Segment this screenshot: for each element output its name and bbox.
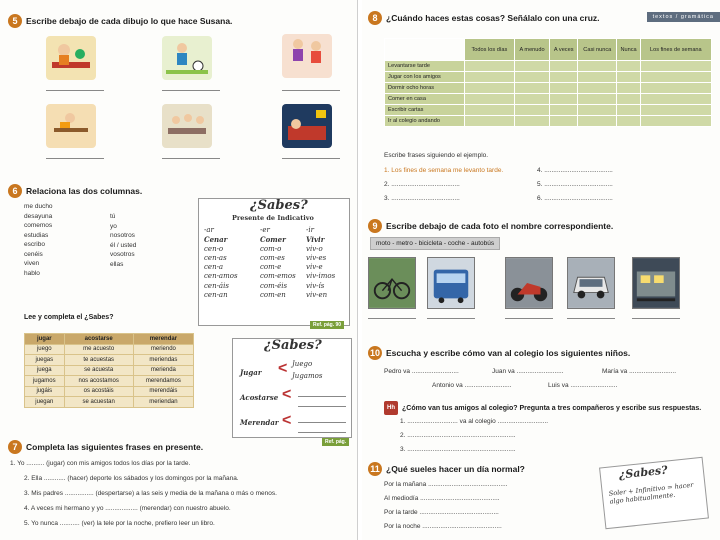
answer-line[interactable]	[505, 318, 553, 319]
checkbox-cell[interactable]	[550, 61, 578, 72]
answer-blank[interactable]: Antonio va ..........................	[432, 382, 512, 389]
instruction-text: Escribe frases siguiendo el ejemplo.	[384, 152, 489, 159]
table-cell: se acuestan	[64, 397, 133, 408]
sabes-verb: Merendar	[240, 418, 279, 427]
checkbox-cell[interactable]	[640, 72, 711, 83]
sabes-form: Jugamos	[292, 372, 323, 380]
answer-blank[interactable]: 2. ......................................	[384, 181, 460, 188]
exercise-title: Completa las siguientes frases en presente.	[26, 442, 204, 452]
conj-cell: cen-an	[204, 291, 228, 300]
right-page	[362, 0, 720, 540]
answer-line[interactable]	[427, 318, 475, 319]
checkbox-cell[interactable]	[514, 72, 549, 83]
illustration-breakfast	[46, 36, 96, 80]
bracket-icon: <	[282, 386, 292, 403]
photo-bicycle	[368, 257, 416, 309]
checkbox-cell[interactable]	[578, 105, 617, 116]
checkbox-cell[interactable]	[514, 116, 549, 127]
table-header: jugar	[25, 334, 65, 345]
answer-line[interactable]	[282, 90, 340, 91]
checkbox-cell[interactable]	[514, 83, 549, 94]
table-header: merendar	[133, 334, 193, 345]
activity-cell: Dormir ocho horas	[385, 83, 465, 94]
checkbox-cell[interactable]	[640, 94, 711, 105]
checkbox-cell[interactable]	[578, 61, 617, 72]
column-b-item[interactable]: nosotros	[110, 232, 135, 239]
leer-title: Lee y completa el ¿Sabes?	[24, 314, 114, 321]
checkbox-cell[interactable]	[617, 83, 640, 94]
answer-line[interactable]	[46, 90, 104, 91]
table-row	[25, 386, 194, 397]
checkbox-cell[interactable]	[640, 61, 711, 72]
checkbox-cell[interactable]	[578, 116, 617, 127]
checkbox-cell[interactable]	[578, 72, 617, 83]
verb-forms-table	[24, 333, 194, 408]
table-row	[25, 397, 194, 408]
activity-cell: Jugar con los amigos	[385, 72, 465, 83]
answer-line[interactable]	[162, 158, 220, 159]
page-reference-tag: Ref. pág.	[322, 438, 349, 446]
exercise-title: Escribe debajo de cada foto el nombre correspondiente.	[386, 221, 614, 231]
fill-line[interactable]	[298, 396, 346, 397]
checkbox-cell[interactable]	[550, 94, 578, 105]
checkbox-cell[interactable]	[617, 116, 640, 127]
sabes-form: Juego	[292, 360, 313, 368]
exercise-sentence[interactable]: 5. Yo nunca ........... (ver) la tele por la noche, prefiero leer un libro.	[24, 520, 215, 527]
exercise-title: ¿Cómo van tus amigos al colegio? Pregunta a tres compañeros y escribe sus respuestas.	[402, 404, 702, 412]
checkbox-cell[interactable]	[617, 105, 640, 116]
table-row	[25, 344, 194, 355]
section-tag: textos / gramática	[647, 12, 720, 22]
checkbox-cell[interactable]	[640, 83, 711, 94]
answer-line[interactable]	[632, 318, 680, 319]
conjugation-column-er	[260, 226, 296, 300]
answer-line[interactable]	[162, 90, 220, 91]
table-row	[385, 94, 712, 105]
checkbox-cell[interactable]	[465, 105, 515, 116]
answer-blank[interactable]: María va ..........................	[602, 368, 677, 375]
answer-blank[interactable]: 3. ............................................................	[400, 446, 516, 453]
checkbox-cell[interactable]	[640, 116, 711, 127]
speaking-activity-header	[384, 401, 701, 415]
table-row	[25, 355, 194, 366]
table-row	[25, 376, 194, 387]
exercise-11-header	[368, 462, 525, 476]
conj-cell: viv-imos	[306, 272, 336, 281]
column-a-item[interactable]: viven	[24, 260, 40, 267]
checkbox-cell[interactable]	[465, 94, 515, 105]
exercise-sentence[interactable]: 3. Mis padres ................ (despertarse) a las seis y media de la mañana o más o menos.	[24, 490, 277, 497]
table-cell: os acostáis	[64, 386, 133, 397]
activity-cell: Comer en casa	[385, 94, 465, 105]
frequency-table	[384, 38, 712, 127]
checkbox-cell[interactable]	[514, 61, 549, 72]
sabes-subtitle: Presente de Indicativo	[232, 214, 314, 222]
answer-line[interactable]	[567, 318, 615, 319]
table-cell: meriendo	[133, 344, 193, 355]
conjugation-column-ir	[306, 226, 335, 300]
table-header: Todos los días	[465, 39, 515, 61]
illustration-studying	[46, 104, 96, 148]
answer-blank[interactable]: Por la mañana ............................................	[384, 481, 508, 488]
conjugation-column-ar	[204, 226, 238, 300]
table-cell: me acuesto	[64, 344, 133, 355]
conj-cell: viv-o	[306, 244, 323, 253]
checkbox-cell[interactable]	[465, 116, 515, 127]
conj-cell: -ir	[306, 226, 314, 234]
bracket-icon: <	[282, 412, 292, 429]
answer-blank[interactable]: 6. ......................................	[537, 195, 613, 202]
answer-line[interactable]	[282, 158, 340, 159]
table-row	[385, 72, 712, 83]
column-b-item[interactable]: él / usted	[110, 241, 137, 249]
fill-line[interactable]	[298, 406, 346, 407]
answer-blank[interactable]: 4. ......................................	[537, 167, 613, 174]
table-cell: jugamos	[25, 376, 65, 387]
answer-line[interactable]	[368, 318, 416, 319]
column-a-item[interactable]: cenéis	[24, 250, 43, 258]
table-cell: se acuesta	[64, 365, 133, 376]
activity-cell: Levantarse tarde	[385, 61, 465, 72]
sabes-soler-box	[599, 457, 709, 530]
word-bank: moto - metro - bicicleta - coche - autobús	[370, 237, 500, 250]
exercise-9-header	[368, 219, 613, 233]
bracket-icon: <	[278, 360, 288, 377]
table-cell: merienda	[133, 365, 193, 376]
table-header: A menudo	[514, 39, 549, 61]
column-b-item[interactable]: vosotros	[110, 251, 135, 258]
conj-cell: cen-áis	[204, 281, 229, 290]
conj-cell: viv-ís	[306, 281, 325, 290]
conj-cell: -ar	[204, 226, 214, 234]
conj-cell: viv-en	[306, 291, 328, 300]
sabes-verb: Jugar	[240, 368, 262, 377]
checkbox-cell[interactable]	[550, 83, 578, 94]
photo-motorbike	[505, 257, 553, 309]
table-cell: juego	[25, 344, 65, 355]
checkbox-cell[interactable]	[640, 105, 711, 116]
table-header: Nunca	[617, 39, 640, 61]
exercise-6-header	[8, 184, 142, 198]
checkbox-cell[interactable]	[550, 105, 578, 116]
column-a-list	[24, 202, 53, 278]
exercise-sentence[interactable]: 2. Ella ............ (hacer) deporte los sábados y los domingos por la mañana.	[24, 475, 239, 482]
photo-bus	[427, 257, 475, 309]
checkbox-cell[interactable]	[465, 72, 515, 83]
table-row	[25, 365, 194, 376]
conj-cell: viv-es	[306, 253, 327, 262]
column-a-item[interactable]: comemos	[24, 222, 53, 229]
column-a-item[interactable]: escribo	[24, 241, 45, 248]
table-cell: merendáis	[133, 386, 193, 397]
conj-cell: com-en	[260, 291, 286, 300]
answer-blank[interactable]: Luis va ..........................	[548, 382, 618, 389]
sabes-rule: Soler + Infinitivo = hacer algo habitualmente.	[608, 480, 694, 506]
table-cell: jugáis	[25, 386, 65, 397]
exercise-number: 9	[368, 219, 382, 233]
example-sentence: 1. Los fines de semana me levanto tarde.	[384, 167, 504, 174]
conj-cell: -er	[260, 226, 270, 234]
table-header: Los fines de semana	[640, 39, 711, 61]
column-a-item[interactable]: me ducho	[24, 203, 53, 210]
exercise-title: Relaciona las dos columnas.	[26, 186, 143, 196]
fill-line[interactable]	[298, 432, 346, 433]
exercise-number: 7	[8, 440, 22, 454]
conj-cell: viv-e	[306, 263, 323, 272]
table-cell: nos acostamos	[64, 376, 133, 387]
table-row	[385, 105, 712, 116]
exercise-number: 11	[368, 462, 382, 476]
table-cell: meriendan	[133, 397, 193, 408]
table-cell: juega	[25, 365, 65, 376]
table-cell: juegan	[25, 397, 65, 408]
answer-line[interactable]	[46, 158, 104, 159]
column-a-item[interactable]: hablo	[24, 269, 40, 277]
sabes-title: ¿Sabes?	[250, 198, 308, 213]
checkbox-cell[interactable]	[550, 116, 578, 127]
checkbox-cell[interactable]	[617, 61, 640, 72]
sabes-verb: Acostarse	[240, 393, 279, 402]
column-b-list	[110, 212, 136, 269]
exercise-10-header	[368, 346, 630, 360]
column-b-item[interactable]: yo	[110, 222, 117, 230]
answer-blank[interactable]: Por la noche ............................................	[384, 523, 502, 530]
exercise-number: 8	[368, 11, 382, 25]
exercise-number: 5	[8, 14, 22, 28]
conj-cell: com-o	[260, 244, 282, 253]
conj-cell: cen-amos	[204, 272, 238, 281]
table-cell: juegas	[25, 355, 65, 366]
checkbox-cell[interactable]	[514, 105, 549, 116]
answer-blank[interactable]: 2. ............................................................	[400, 432, 516, 439]
exercise-title: Escribe debajo de cada dibujo lo que hace Susana.	[26, 16, 233, 26]
checkbox-cell[interactable]	[465, 83, 515, 94]
exercise-8-header	[368, 11, 600, 25]
answer-blank[interactable]: Al mediodía ............................................	[384, 495, 500, 502]
conj-cell: cen-a	[204, 263, 224, 272]
answer-blank[interactable]: Por la tarde ............................................	[384, 509, 499, 516]
page-reference-tag: Ref. pág. 90	[310, 321, 344, 329]
conj-cell: cen-o	[204, 244, 224, 253]
conj-cell: com-éis	[260, 281, 288, 290]
fill-line[interactable]	[298, 422, 346, 423]
answer-blank[interactable]: 5. ......................................	[537, 181, 613, 188]
conj-cell: cen-as	[204, 253, 227, 262]
sabes-title: ¿Sabes?	[264, 338, 322, 353]
table-header: acostarse	[64, 334, 133, 345]
checkbox-cell[interactable]	[465, 61, 515, 72]
checkbox-cell[interactable]	[514, 94, 549, 105]
checkbox-cell[interactable]	[617, 94, 640, 105]
conj-cell: Comer	[260, 235, 286, 245]
illustration-playing	[162, 36, 212, 80]
left-page	[0, 0, 358, 540]
answer-blank[interactable]: Pedro va ..........................	[384, 368, 459, 375]
table-row	[385, 116, 712, 127]
checkbox-cell[interactable]	[617, 72, 640, 83]
table-cell: merendamos	[133, 376, 193, 387]
table-header: A veces	[550, 39, 578, 61]
exercise-number: 6	[8, 184, 22, 198]
exercise-title: ¿Cuándo haces estas cosas? Señálalo con una cruz.	[386, 13, 600, 23]
table-cell: te acuestas	[64, 355, 133, 366]
table-row	[385, 61, 712, 72]
table-cell: meriendas	[133, 355, 193, 366]
exercise-sentence[interactable]: 4. A veces mi hermano y yo .................. (merendar) con nuestro abuelo.	[24, 505, 231, 512]
checkbox-cell[interactable]	[578, 83, 617, 94]
table-header: Casi nunca	[578, 39, 617, 61]
conj-cell: com-e	[260, 263, 282, 272]
table-row	[385, 83, 712, 94]
exercise-5-header	[8, 14, 232, 28]
table-header-empty	[385, 39, 465, 61]
column-a-item[interactable]: estudias	[24, 231, 49, 239]
column-b-item[interactable]: ellas	[110, 260, 124, 268]
photo-metro	[632, 257, 680, 309]
conj-cell: com-emos	[260, 272, 296, 281]
speaking-icon: Hh	[384, 401, 398, 415]
exercise-7-header	[8, 440, 203, 454]
activity-cell: Escribir cartas	[385, 105, 465, 116]
checkbox-cell[interactable]	[578, 94, 617, 105]
checkbox-cell[interactable]	[550, 72, 578, 83]
exercise-sentence[interactable]: 1. Yo .......... (jugar) con mis amigos todos los días por la tarde.	[10, 460, 191, 467]
activity-cell: Ir al colegio andando	[385, 116, 465, 127]
exercise-title: Escucha y escribe cómo van al colegio los siguientes niños.	[386, 348, 631, 358]
column-b-item[interactable]: tú	[110, 213, 116, 220]
answer-blank[interactable]: 3. ......................................	[384, 195, 460, 202]
conj-cell: com-es	[260, 253, 285, 262]
answer-blank[interactable]: Juan va ..........................	[492, 368, 564, 375]
photo-car	[567, 257, 615, 309]
illustration-sleeping	[282, 104, 332, 148]
illustration-family-dinner	[162, 104, 212, 148]
column-a-item[interactable]: desayuna	[24, 212, 53, 220]
illustration-dancing	[282, 34, 332, 78]
exercise-number: 10	[369, 348, 380, 358]
answer-blank[interactable]: 1. ............................ va al colegio ............................	[400, 418, 549, 425]
exercise-title: ¿Qué sueles hacer un día normal?	[386, 464, 525, 474]
sabes-title: ¿Sabes?	[618, 463, 669, 482]
conj-cell: Vivir	[306, 235, 325, 245]
conj-cell: Cenar	[204, 235, 228, 245]
